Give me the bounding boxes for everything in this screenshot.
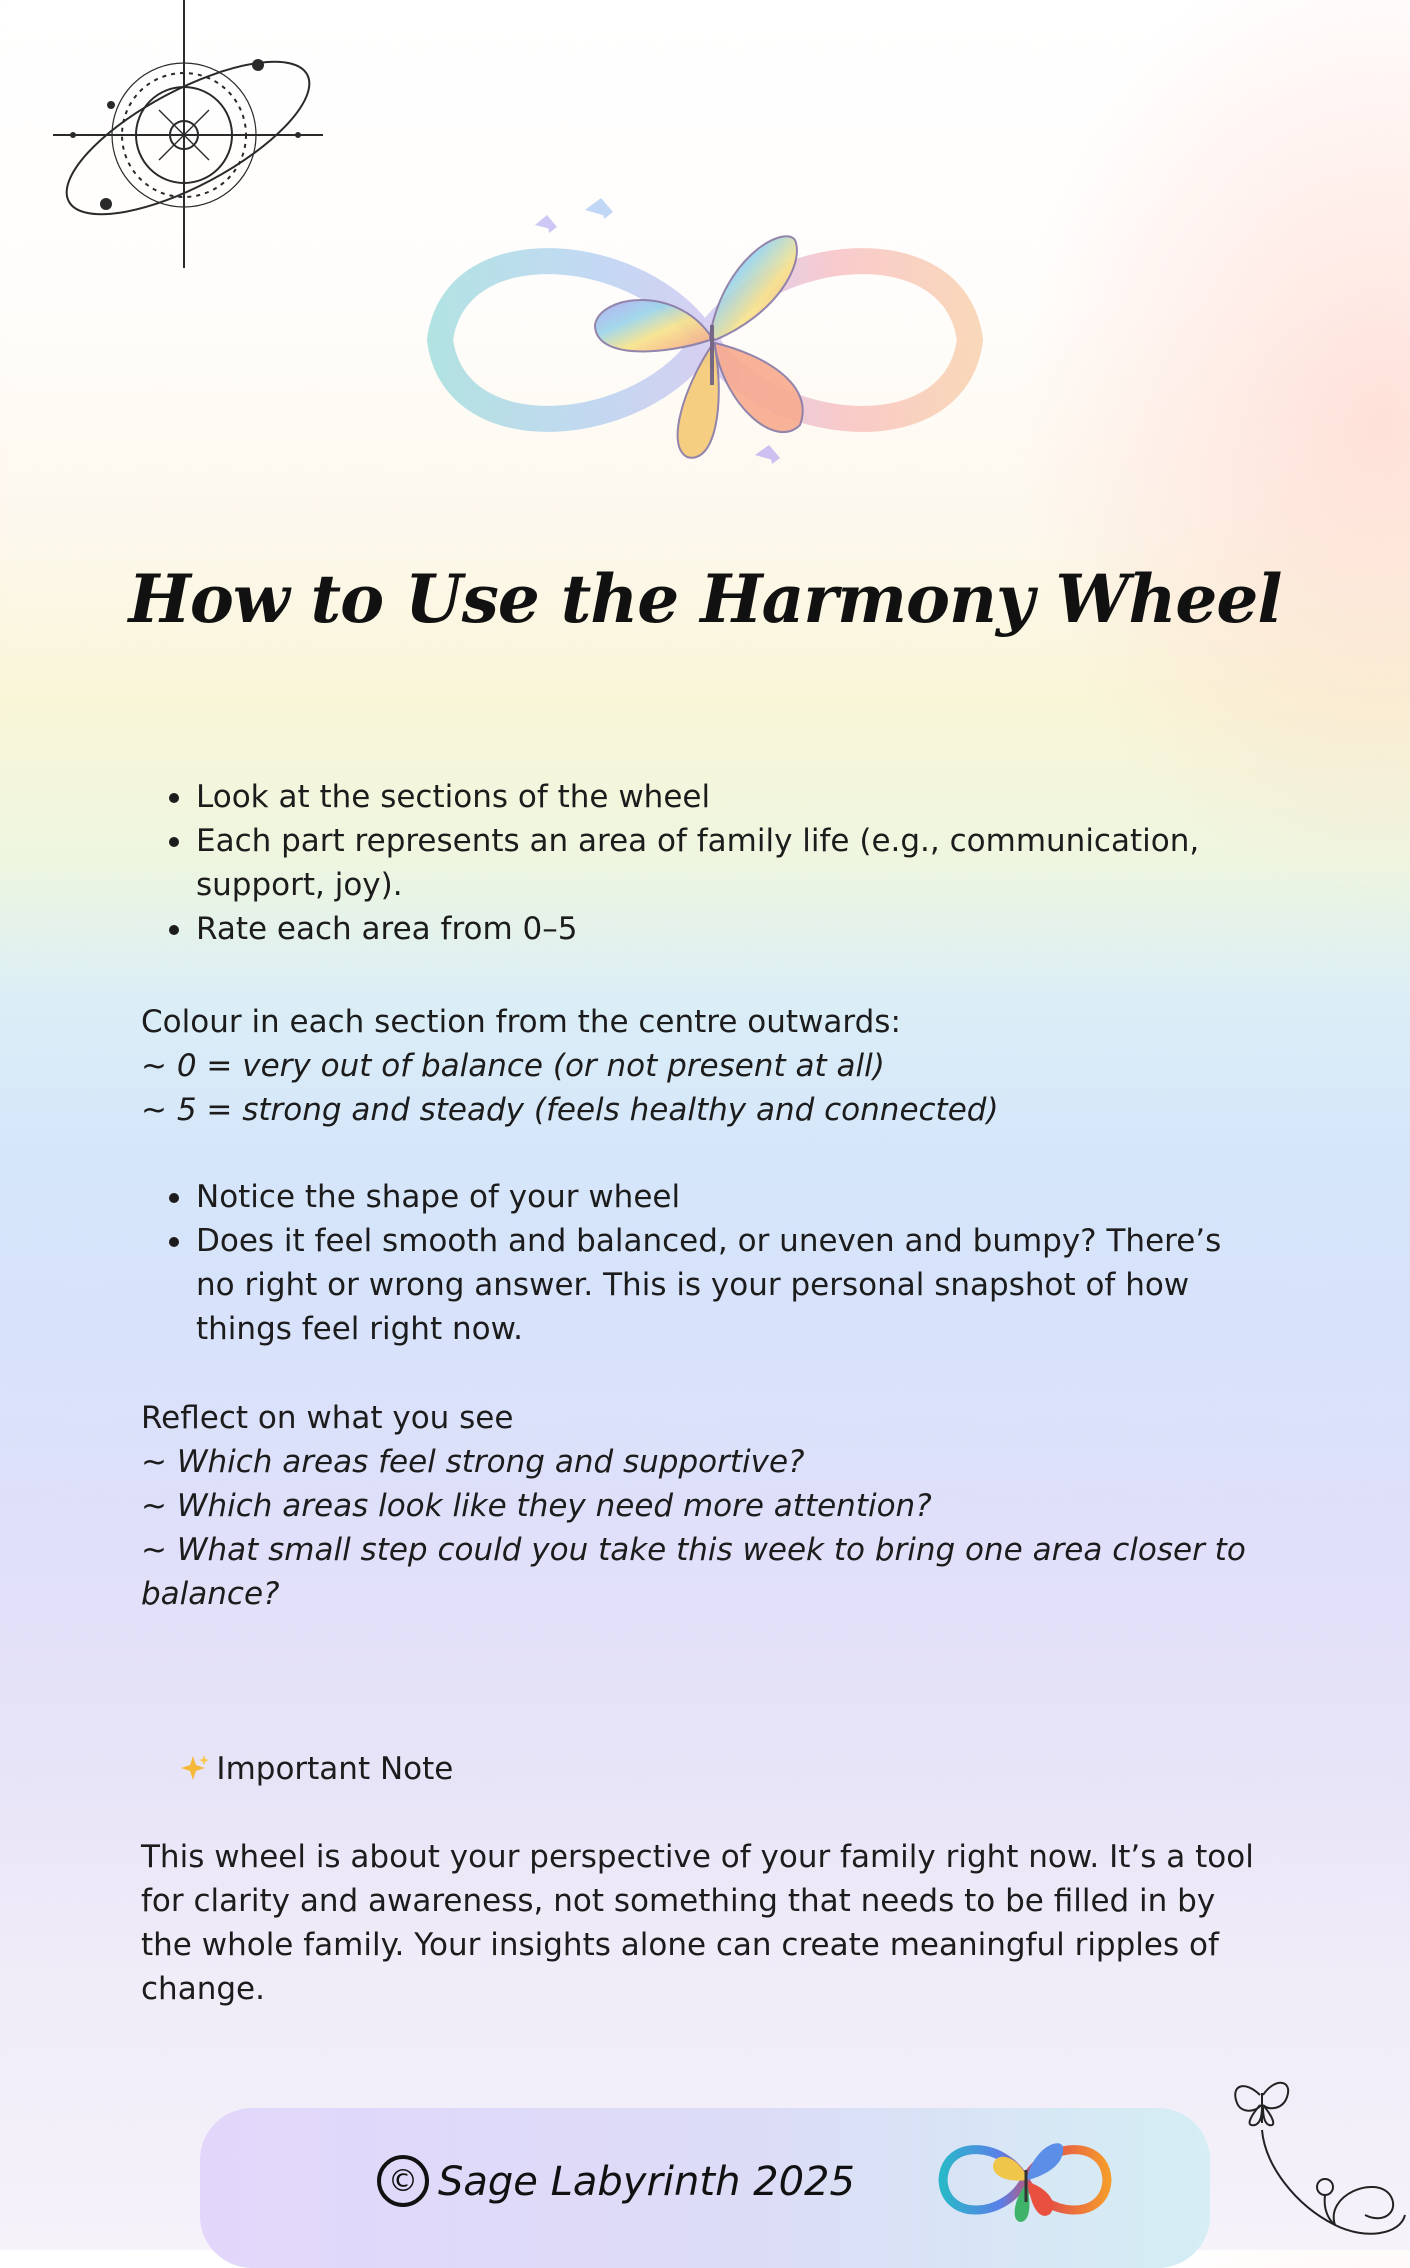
infinity-butterfly-logo bbox=[935, 2122, 1115, 2232]
list-item: Notice the shape of your wheel bbox=[160, 1175, 1260, 1219]
note-body: This wheel is about your perspective of your family right now. It’s a tool for clarity and awareness, not something that needs to be filled in by the whole family. Your insights alone can create meaningful ripples of change. bbox=[141, 1839, 1264, 2007]
reflect-heading: Reflect on what you see bbox=[141, 1400, 514, 1436]
copyright-icon bbox=[375, 2153, 431, 2209]
list-item: Look at the sections of the wheel bbox=[160, 775, 1260, 819]
list-item: Each part represents an area of family life (e.g., communication, support, joy). bbox=[160, 819, 1260, 907]
colour-instructions bbox=[141, 1000, 1271, 1132]
list-item: Does it feel smooth and balanced, or uneven and bumpy? There’s no right or wrong answer. This is your personal snapshot of how things feel right now. bbox=[160, 1219, 1260, 1351]
note-heading-row bbox=[141, 1703, 1271, 1835]
scale-item: ~ 0 = very out of balance (or not present at all) bbox=[141, 1048, 885, 1084]
reflect-question: ~ What small step could you take this week to bring one area closer to balance? bbox=[141, 1532, 1256, 1612]
celestial-emblem-icon bbox=[48, 0, 328, 270]
infinity-butterfly-illustration bbox=[425, 185, 985, 495]
reflect-question: ~ Which areas look like they need more attention? bbox=[141, 1488, 932, 1524]
shape-steps-list bbox=[160, 1175, 1260, 1351]
list-item: Rate each area from 0–5 bbox=[160, 907, 1260, 951]
reflect-question: ~ Which areas feel strong and supportive? bbox=[141, 1444, 805, 1480]
sparkles-icon bbox=[180, 1753, 210, 1783]
colour-heading: Colour in each section from the centre outwards: bbox=[141, 1004, 901, 1040]
footer-copyright-text: Sage Labyrinth 2025 bbox=[438, 2159, 855, 2205]
copyright-symbol: © bbox=[388, 2164, 418, 2199]
scale-item: ~ 5 = strong and steady (feels healthy and connected) bbox=[141, 1092, 999, 1128]
note-heading: Important Note bbox=[216, 1751, 454, 1787]
butterfly-line-art-icon bbox=[1225, 2075, 1410, 2250]
important-note bbox=[141, 1703, 1271, 2011]
page-title: How to Use the Harmony Wheel bbox=[128, 560, 1282, 638]
reflect-section bbox=[141, 1396, 1271, 1616]
intro-steps-list bbox=[160, 775, 1260, 951]
